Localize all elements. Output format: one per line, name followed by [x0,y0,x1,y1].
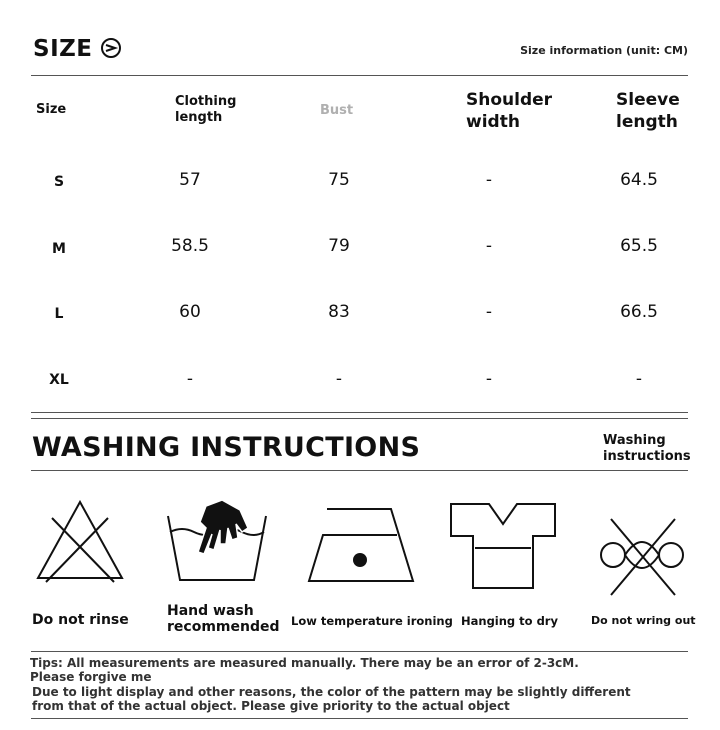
washing-title: WASHING INSTRUCTIONS [32,432,421,463]
table-cell: - [485,236,493,256]
no-wring-icon [597,515,687,603]
row-size-label: M [52,241,66,257]
caption-no-rinse: Do not rinse [32,612,129,628]
table-cell: 57 [179,170,201,190]
size-info: Size information (unit: CM) [520,44,688,57]
divider [31,651,688,652]
header-clothing-length: Clothing length [175,94,237,125]
table-cell: 60 [179,302,201,322]
header-sleeve-length: Sleeve length [616,90,680,132]
table-cell: 83 [328,302,350,322]
hand-wash-icon [162,498,270,586]
row-size-label: S [53,174,65,190]
header-bust: Bust [320,103,354,118]
table-cell: - [485,302,493,322]
caption-low-iron: Low temperature ironing [291,614,453,628]
divider [31,470,688,471]
header-size: Size [36,102,67,117]
caption-hand-wash: Hand wash recommended [167,603,280,635]
size-title: SIZE [33,36,122,62]
divider [31,412,688,413]
table-cell: 64.5 [620,170,658,190]
table-cell: - [635,369,643,389]
no-bleach-icon [34,498,126,584]
hang-dry-icon [447,500,559,592]
washing-side-label: Washing instructions [603,433,691,464]
divider [31,418,688,419]
table-cell: 58.5 [171,236,209,256]
table-cell: 65.5 [620,236,658,256]
divider [31,718,688,719]
row-size-label: L [54,306,64,322]
caption-no-wring: Do not wring out [591,614,696,627]
table-cell: 75 [328,170,350,190]
table-cell: - [186,369,194,389]
caption-hang-dry: Hanging to dry [461,614,558,628]
table-cell: - [485,369,493,389]
table-cell: - [485,170,493,190]
divider [31,75,688,76]
header-shoulder-width: Shoulder width [466,90,553,132]
row-size-label: XL [49,372,69,388]
arrow-circle-icon [100,37,122,59]
table-cell: 66.5 [620,302,658,322]
table-cell: 79 [328,236,350,256]
tips-line-2: Due to light display and other reasons, the color of the pattern may be slightly different from that of the actual object. Please give priority to the actual object [32,685,631,713]
table-cell: - [335,369,343,389]
iron-low-icon [305,503,417,585]
tips-line-1: Tips: All measurements are measured manually. There may be an error of 2-3cM. Please forgive me [30,656,579,684]
